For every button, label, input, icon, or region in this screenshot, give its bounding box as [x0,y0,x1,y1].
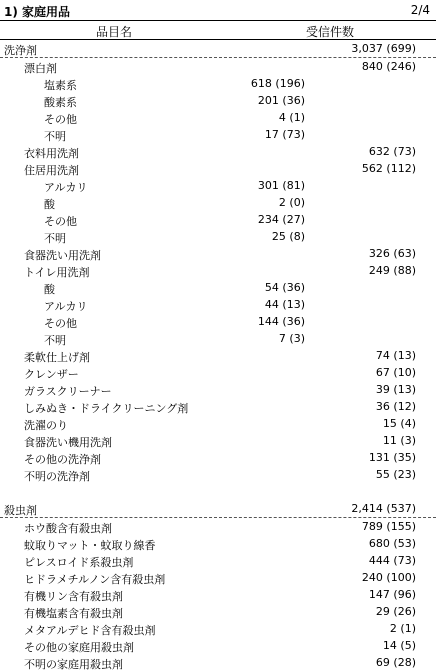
category-row [0,40,436,58]
subitem-row [0,75,436,92]
section-title: 1) 家庭用品 [4,5,71,19]
row-count: 67 (10) [375,366,416,379]
row-count: 55 (23) [375,468,416,481]
subitem-row [0,313,436,330]
row-count: 39 (13) [375,383,416,396]
row-label: 住居用洗剤 [24,164,79,177]
row-label: トイレ用洗剤 [24,266,90,279]
row-label: その他 [44,317,77,330]
row-count: 680 (53) [368,537,416,550]
row-label: その他 [44,113,77,126]
row-label: 洗濯のり [24,419,68,432]
row-label: 不明 [44,232,66,245]
row-label: 洗浄剤 [4,44,37,57]
row-label: アルカリ [44,181,88,194]
item-row [0,381,436,398]
row-label: 衣料用洗剤 [24,147,79,160]
row-count: 144 (36) [257,315,305,328]
item-row [0,143,436,160]
item-row [0,415,436,432]
row-count: 2,414 (537) [351,502,416,515]
row-label: 酸 [44,198,55,211]
item-row [0,245,436,262]
row-count: 240 (100) [361,571,416,584]
row-count: 789 (155) [361,520,416,533]
row-label: 食器洗い機用洗剤 [24,436,112,449]
row-count: 4 (1) [278,111,305,124]
row-label: 有機塩素含有殺虫剤 [24,607,123,620]
row-label: 不明の洗浄剤 [24,470,90,483]
subitem-row [0,228,436,245]
subitem-row [0,194,436,211]
row-label: 漂白剤 [24,62,57,75]
subitem-row [0,211,436,228]
item-row [0,262,436,279]
row-count: 840 (246) [361,60,416,73]
row-count: 17 (73) [264,128,305,141]
subitem-row [0,330,436,347]
row-label: その他の洗浄剤 [24,453,101,466]
item-row [0,535,436,552]
row-count: 147 (96) [368,588,416,601]
row-label: ガラスクリーナー [24,385,112,398]
title-row [0,0,436,20]
item-row [0,398,436,415]
row-count: 562 (112) [361,162,416,175]
row-label: クレンザー [24,368,79,381]
subitem-row [0,126,436,143]
item-row [0,449,436,466]
row-count: 301 (81) [257,179,305,192]
row-count: 234 (27) [257,213,305,226]
page-number: 2/4 [410,3,430,17]
row-count: 25 (8) [271,230,305,243]
column-header-item: 品目名 [96,25,133,39]
row-label: 不明 [44,334,66,347]
table-header [0,20,436,40]
row-label: アルカリ [44,300,88,313]
category-row [0,500,436,518]
row-count: 249 (88) [368,264,416,277]
row-label: 食器洗い用洗剤 [24,249,101,262]
row-label: 酸素系 [44,96,77,109]
item-row [0,466,436,483]
item-row [0,58,436,75]
row-label: 不明 [44,130,66,143]
item-row [0,586,436,603]
subitem-row [0,109,436,126]
row-label: 塩素系 [44,79,77,92]
row-label: 蚊取りマット・蚊取り線香 [24,539,156,552]
row-count: 7 (3) [278,332,305,345]
row-label: 柔軟仕上げ剤 [24,351,90,364]
row-count: 11 (3) [382,434,416,447]
row-count: 131 (35) [368,451,416,464]
subitem-row [0,177,436,194]
row-label: ホウ酸含有殺虫剤 [24,522,112,535]
row-label: 殺虫剤 [4,504,37,517]
subitem-row [0,296,436,313]
item-row [0,552,436,569]
row-label: その他 [44,215,77,228]
row-label: 有機リン含有殺虫剤 [24,590,123,603]
row-count: 201 (36) [257,94,305,107]
item-row [0,364,436,381]
row-count: 15 (4) [382,417,416,430]
row-label: メタアルデヒド含有殺虫剤 [24,624,156,637]
row-label: 酸 [44,283,55,296]
row-count: 36 (12) [375,400,416,413]
item-row [0,603,436,620]
item-row [0,620,436,637]
row-count: 2 (0) [278,196,305,209]
row-count: 54 (36) [264,281,305,294]
item-row [0,569,436,586]
item-row [0,518,436,535]
item-row [0,637,436,654]
row-label: ヒドラメチルノン含有殺虫剤 [24,573,166,586]
row-count: 618 (196) [250,77,305,90]
table-body [0,40,436,671]
row-count: 444 (73) [368,554,416,567]
item-row [0,654,436,671]
item-row [0,432,436,449]
row-count: 326 (63) [368,247,416,260]
row-count: 3,037 (699) [351,42,416,55]
column-header-count: 受信件数 [306,25,355,39]
row-count: 74 (13) [375,349,416,362]
subitem-row [0,92,436,109]
row-label: 不明の家庭用殺虫剤 [24,658,123,671]
row-count: 632 (73) [368,145,416,158]
subitem-row [0,279,436,296]
row-label: しみぬき・ドライクリーニング剤 [24,402,189,415]
row-count: 29 (26) [375,605,416,618]
item-row [0,347,436,364]
row-label: その他の家庭用殺虫剤 [24,641,134,654]
row-count: 69 (28) [375,656,416,669]
row-count: 14 (5) [382,639,416,652]
row-count: 2 (1) [389,622,416,635]
item-row [0,160,436,177]
row-label: ピレスロイド系殺虫剤 [24,556,134,569]
row-count: 44 (13) [264,298,305,311]
section-spacer [0,483,436,500]
